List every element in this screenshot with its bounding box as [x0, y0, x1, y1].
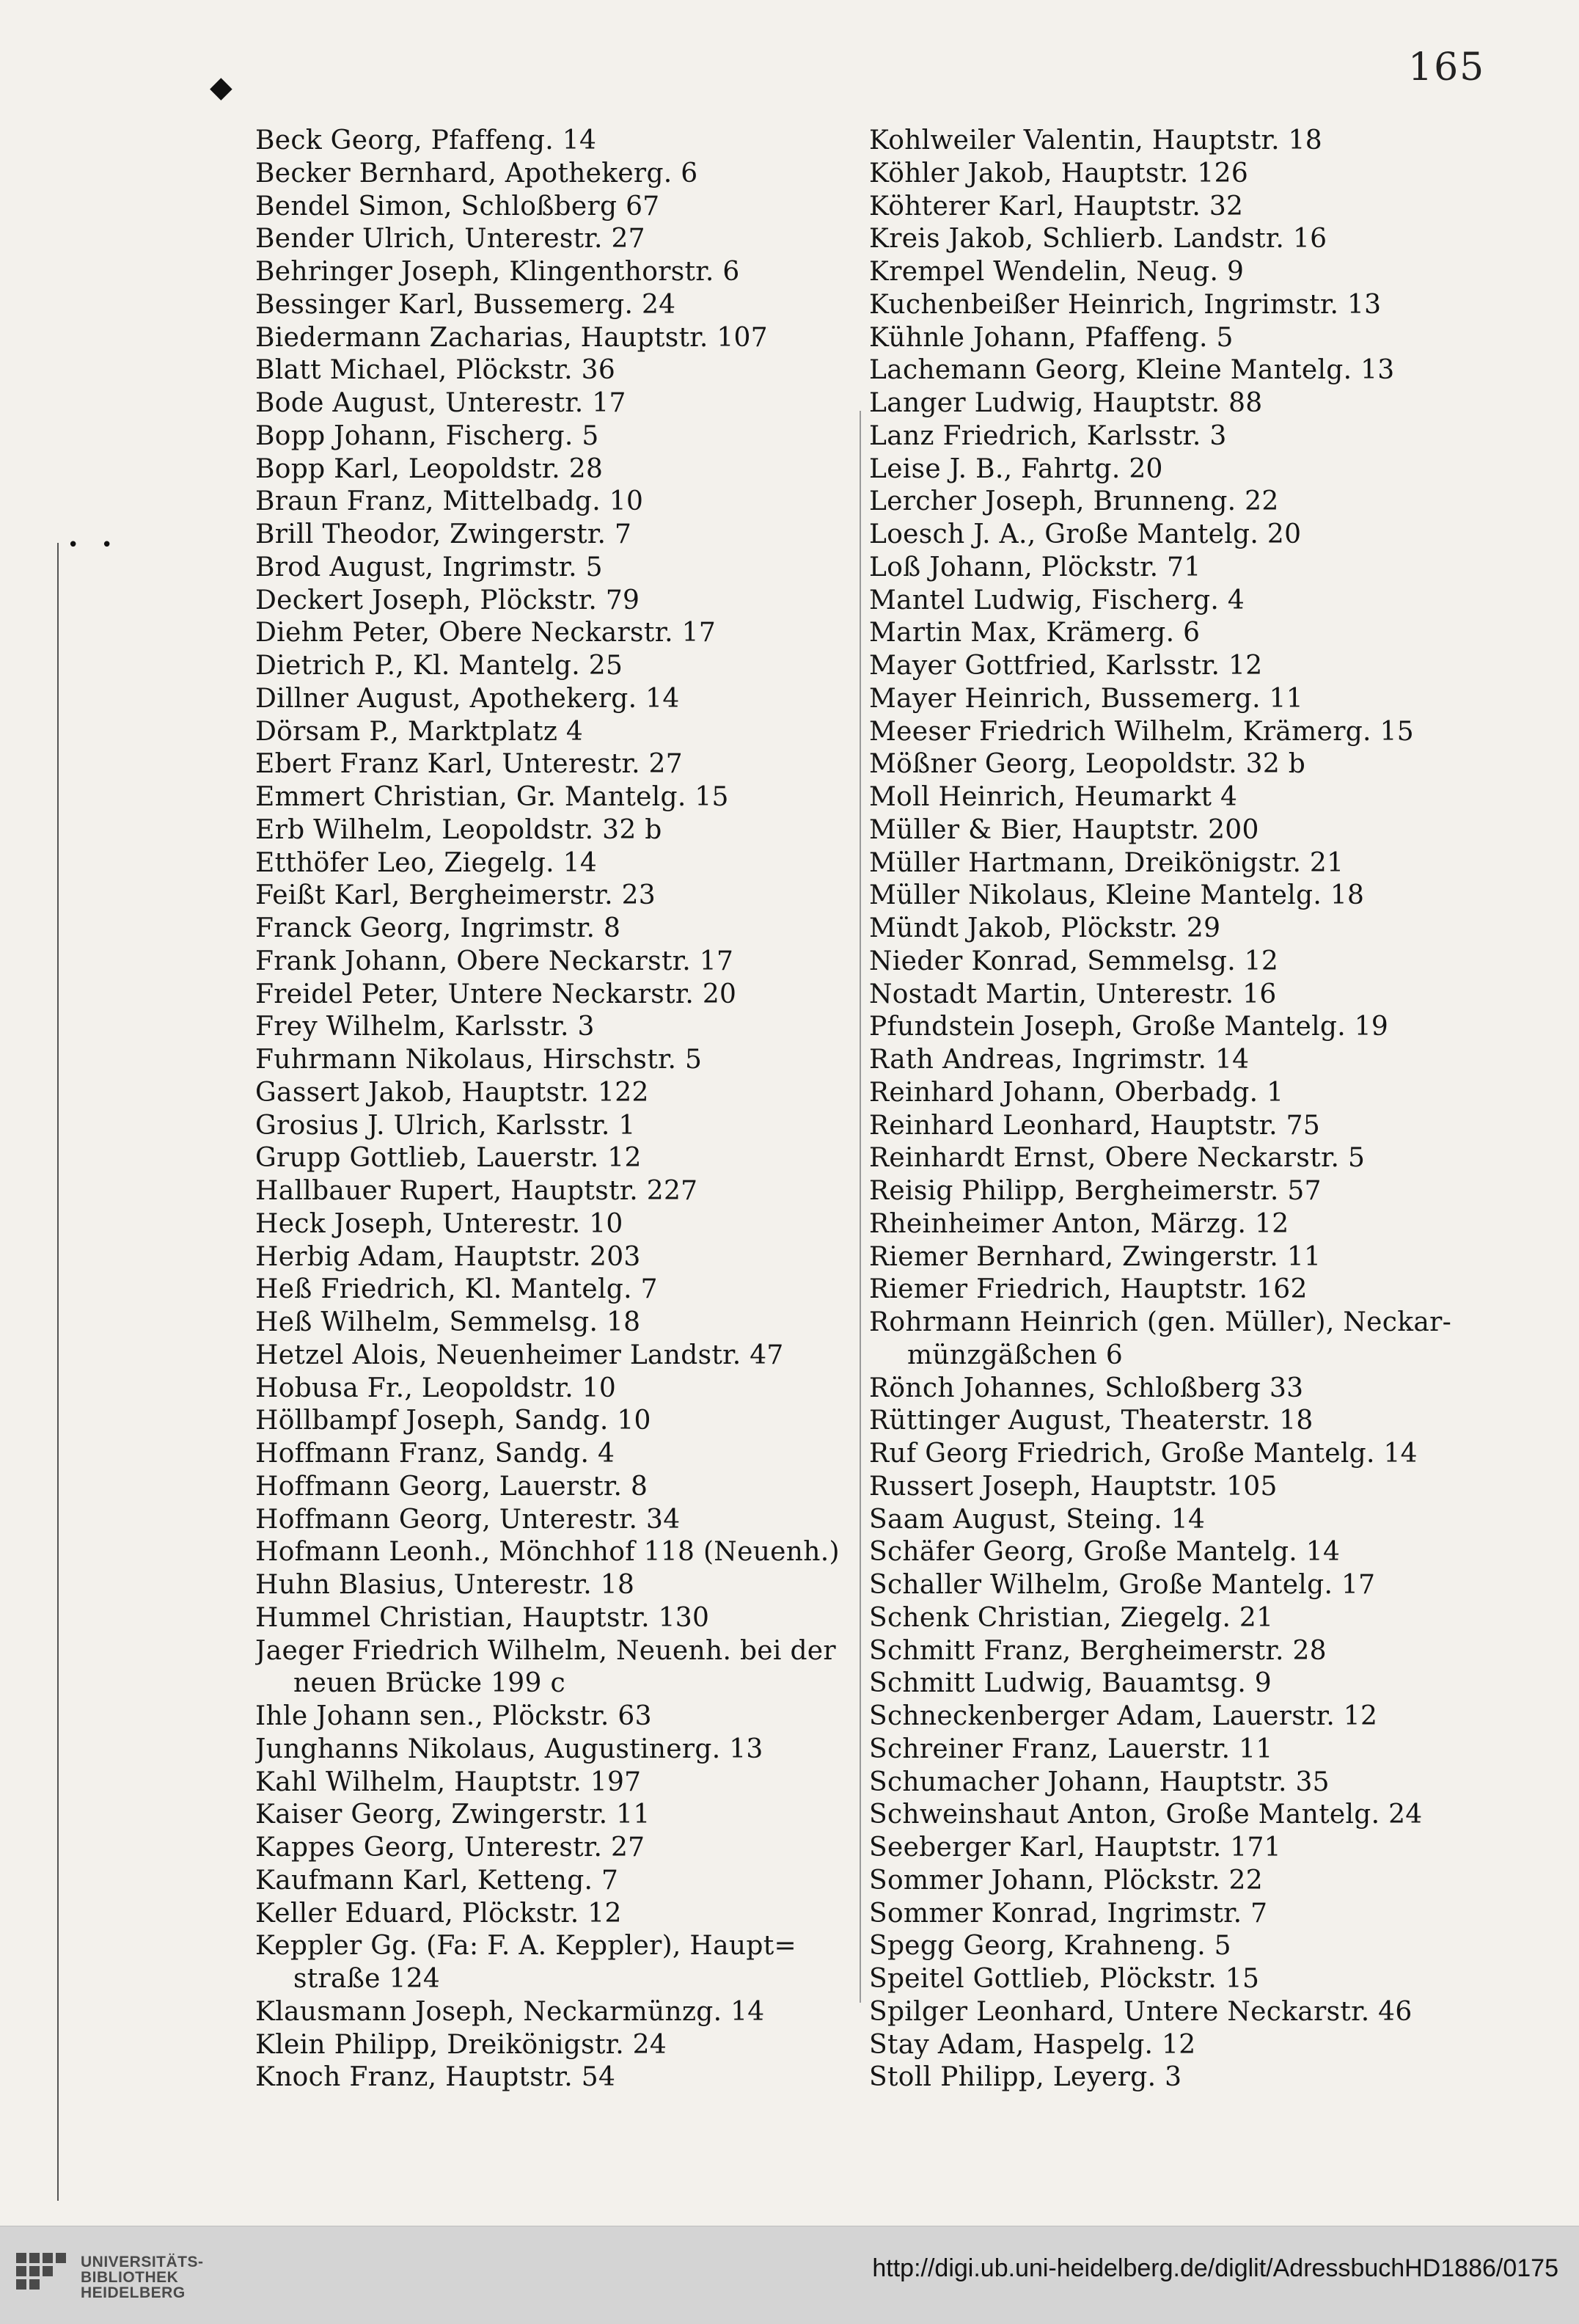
directory-entry: Dörsam P., Marktplatz 4 [255, 716, 584, 747]
directory-entry: Frey Wilhelm, Karlsstr. 3 [255, 1012, 595, 1042]
directory-entry: Spegg Georg, Krahneng. 5 [869, 1931, 1231, 1962]
directory-entry: Blatt Michael, Plöckstr. 36 [255, 355, 616, 386]
directory-entry: Kohlweiler Valentin, Hauptstr. 18 [869, 125, 1322, 156]
directory-entry: Rath Andreas, Ingrimstr. 14 [869, 1045, 1250, 1075]
directory-entry: Riemer Friedrich, Hauptstr. 162 [869, 1274, 1308, 1305]
directory-entry: Keppler Gg. (Fa: F. A. Keppler), Haupt= [255, 1931, 796, 1962]
directory-entry: Heß Friedrich, Kl. Mantelg. 7 [255, 1274, 658, 1305]
directory-entry: Lercher Joseph, Brunneng. 22 [869, 486, 1279, 517]
directory-entry: Ruf Georg Friedrich, Große Mantelg. 14 [869, 1439, 1418, 1469]
logo-line: UNIVERSITÄTS- [81, 2254, 204, 2270]
directory-entry: Hoffmann Georg, Lauerstr. 8 [255, 1471, 648, 1502]
directory-entry: Grosius J. Ulrich, Karlsstr. 1 [255, 1110, 636, 1141]
directory-entry: Brill Theodor, Zwingerstr. 7 [255, 519, 632, 549]
directory-entry: Schmitt Ludwig, Bauamtsg. 9 [869, 1668, 1272, 1699]
directory-entry: Bopp Johann, Fischerg. 5 [255, 420, 599, 451]
directory-entry: Müller & Bier, Hauptstr. 200 [869, 814, 1259, 845]
directory-entry: Reinhard Johann, Oberbadg. 1 [869, 1077, 1284, 1108]
directory-entry: Kuchenbeißer Heinrich, Ingrimstr. 13 [869, 289, 1382, 320]
directory-entry: neuen Brücke 199 c [293, 1668, 565, 1699]
directory-entry: Huhn Blasius, Unterestr. 18 [255, 1570, 635, 1600]
directory-entry: Hobusa Fr., Leopoldstr. 10 [255, 1373, 617, 1403]
directory-entry: Hoffmann Georg, Unterestr. 34 [255, 1504, 681, 1535]
directory-entry: Erb Wilhelm, Leopoldstr. 32 b [255, 814, 662, 845]
directory-entry: Grupp Gottlieb, Lauerstr. 12 [255, 1143, 642, 1174]
directory-entry: Stay Adam, Haspelg. 12 [869, 2029, 1196, 2060]
directory-entry: straße 124 [293, 1964, 441, 1994]
directory-entry: Emmert Christian, Gr. Mantelg. 15 [255, 782, 729, 812]
directory-entry: Sommer Johann, Plöckstr. 22 [869, 1865, 1263, 1896]
directory-entry: Höllbampf Joseph, Sandg. 10 [255, 1406, 651, 1436]
directory-entry: Freidel Peter, Untere Neckarstr. 20 [255, 979, 737, 1009]
directory-entry: Heß Wilhelm, Semmelsg. 18 [255, 1307, 641, 1337]
directory-entry: Nieder Konrad, Semmelsg. 12 [869, 946, 1279, 976]
directory-entry: Franck Georg, Ingrimstr. 8 [255, 913, 621, 943]
directory-entry: Kaiser Georg, Zwingerstr. 11 [255, 1799, 651, 1830]
directory-entry: Knoch Franz, Hauptstr. 54 [255, 2062, 616, 2093]
directory-entry: Reinhardt Ernst, Obere Neckarstr. 5 [869, 1143, 1366, 1174]
directory-entry: Seeberger Karl, Hauptstr. 171 [869, 1832, 1281, 1863]
directory-entry: Rohrmann Heinrich (gen. Müller), Neckar- [869, 1307, 1452, 1337]
directory-entry: Schreiner Franz, Lauerstr. 11 [869, 1733, 1273, 1764]
directory-entry: Rheinheimer Anton, Märzg. 12 [869, 1208, 1289, 1239]
directory-entry: Keller Eduard, Plöckstr. 12 [255, 1898, 622, 1929]
directory-entry: Lanz Friedrich, Karlsstr. 3 [869, 420, 1227, 451]
directory-entry: Schmitt Franz, Bergheimerstr. 28 [869, 1635, 1327, 1666]
directory-entry: Hofmann Leonh., Mönchhof 118 (Neuenh.) [255, 1537, 840, 1568]
directory-entry: Lachemann Georg, Kleine Mantelg. 13 [869, 355, 1395, 386]
directory-entry: Herbig Adam, Hauptstr. 203 [255, 1241, 641, 1272]
footer-bar [0, 2226, 1579, 2324]
directory-entry: Loß Johann, Plöckstr. 71 [869, 552, 1201, 582]
directory-entry: Schweinshaut Anton, Große Mantelg. 24 [869, 1799, 1423, 1830]
directory-entry: Mayer Heinrich, Bussemerg. 11 [869, 683, 1303, 714]
directory-entry: Schäfer Georg, Große Mantelg. 14 [869, 1537, 1341, 1568]
directory-entry: Mayer Gottfried, Karlsstr. 12 [869, 651, 1263, 681]
directory-entry: Schaller Wilhelm, Große Mantelg. 17 [869, 1570, 1376, 1600]
directory-entry: münzgäßchen 6 [907, 1340, 1124, 1370]
directory-entry: Behringer Joseph, Klingenthorstr. 6 [255, 257, 740, 287]
directory-entry: Schenk Christian, Ziegelg. 21 [869, 1602, 1274, 1633]
directory-entry: Bessinger Karl, Bussemerg. 24 [255, 289, 676, 320]
directory-entry: Junghanns Nikolaus, Augustinerg. 13 [255, 1733, 763, 1764]
ink-mark: • [101, 534, 113, 556]
directory-entry: Sommer Konrad, Ingrimstr. 7 [869, 1898, 1268, 1929]
directory-entry: Schneckenberger Adam, Lauerstr. 12 [869, 1701, 1378, 1731]
directory-entry: Becker Bernhard, Apothekerg. 6 [255, 158, 698, 189]
directory-entry: Hetzel Alois, Neuenheimer Landstr. 47 [255, 1340, 784, 1370]
directory-entry: Hallbauer Rupert, Hauptstr. 227 [255, 1176, 698, 1206]
directory-entry: Meeser Friedrich Wilhelm, Krämerg. 15 [869, 716, 1414, 747]
library-logo-text [81, 2254, 204, 2301]
directory-entry: Spilger Leonhard, Untere Neckarstr. 46 [869, 1996, 1413, 2027]
directory-entry: Riemer Bernhard, Zwingerstr. 11 [869, 1241, 1322, 1272]
directory-entry: Dillner August, Apothekerg. 14 [255, 683, 680, 714]
page-number: 165 [1408, 45, 1486, 89]
column-rule [860, 411, 861, 2003]
directory-entry: Brod August, Ingrimstr. 5 [255, 552, 603, 582]
directory-entry: Jaeger Friedrich Wilhelm, Neuenh. bei der [255, 1635, 836, 1666]
directory-entry: Martin Max, Krämerg. 6 [869, 618, 1201, 648]
left-address-column [255, 125, 857, 2094]
directory-entry: Nostadt Martin, Unterestr. 16 [869, 979, 1277, 1009]
logo-line: HEIDELBERG [81, 2284, 186, 2301]
directory-entry: Beck Georg, Pfaffeng. 14 [255, 125, 597, 156]
directory-entry: Ebert Franz Karl, Unterestr. 27 [255, 749, 683, 780]
directory-entry: Diehm Peter, Obere Neckarstr. 17 [255, 618, 717, 648]
directory-entry: Biedermann Zacharias, Hauptstr. 107 [255, 322, 768, 353]
directory-entry: Reinhard Leonhard, Hauptstr. 75 [869, 1110, 1321, 1141]
directory-entry: Klausmann Joseph, Neckarmünzg. 14 [255, 1996, 765, 2027]
directory-entry: Kühnle Johann, Pfaffeng. 5 [869, 322, 1234, 353]
directory-entry: Rönch Johannes, Schloßberg 33 [869, 1373, 1304, 1403]
directory-entry: Mündt Jakob, Plöckstr. 29 [869, 913, 1221, 943]
right-address-column [869, 125, 1478, 2094]
directory-entry: Langer Ludwig, Hauptstr. 88 [869, 388, 1263, 418]
source-url-link[interactable]: http://digi.ub.uni-heidelberg.de/diglit/AdressbuchHD1886/0175 [872, 2254, 1558, 2282]
directory-entry: Müller Hartmann, Dreikönigstr. 21 [869, 847, 1344, 878]
binding-edge-line [57, 543, 59, 2201]
directory-entry: Braun Franz, Mittelbadg. 10 [255, 486, 644, 517]
directory-entry: Kreis Jakob, Schlierb. Landstr. 16 [869, 224, 1327, 255]
directory-entry: Mantel Ludwig, Fischerg. 4 [869, 585, 1245, 615]
directory-entry: Kahl Wilhelm, Hauptstr. 197 [255, 1766, 642, 1797]
directory-entry: Feißt Karl, Bergheimerstr. 23 [255, 880, 656, 911]
ink-mark: • [67, 534, 79, 556]
directory-entry: Leise J. B., Fahrtg. 20 [869, 453, 1163, 484]
directory-entry: Hummel Christian, Hauptstr. 130 [255, 1602, 710, 1633]
ink-mark: ◆ [210, 70, 232, 104]
directory-entry: Dietrich P., Kl. Mantelg. 25 [255, 651, 623, 681]
directory-entry: Schumacher Johann, Hauptstr. 35 [869, 1766, 1330, 1797]
directory-entry: Moll Heinrich, Heumarkt 4 [869, 782, 1238, 812]
directory-entry: Kappes Georg, Unterestr. 27 [255, 1832, 645, 1863]
directory-entry: Heck Joseph, Unterestr. 10 [255, 1208, 623, 1239]
directory-entry: Krempel Wendelin, Neug. 9 [869, 257, 1245, 287]
directory-entry: Klein Philipp, Dreikönigstr. 24 [255, 2029, 667, 2060]
directory-entry: Russert Joseph, Hauptstr. 105 [869, 1471, 1278, 1502]
directory-entry: Bopp Karl, Leopoldstr. 28 [255, 453, 604, 484]
directory-entry: Köhler Jakob, Hauptstr. 126 [869, 158, 1249, 189]
directory-entry: Bendel Simon, Schloßberg 67 [255, 191, 660, 222]
logo-line: BIBLIOTHEK [81, 2269, 179, 2286]
directory-entry: Kaufmann Karl, Ketteng. 7 [255, 1865, 619, 1896]
directory-entry: Etthöfer Leo, Ziegelg. 14 [255, 847, 598, 878]
directory-entry: Bender Ulrich, Unterestr. 27 [255, 224, 645, 255]
directory-entry: Müller Nikolaus, Kleine Mantelg. 18 [869, 880, 1365, 911]
directory-entry: Saam August, Steing. 14 [869, 1504, 1206, 1535]
directory-entry: Hoffmann Franz, Sandg. 4 [255, 1439, 615, 1469]
directory-entry: Bode August, Unterestr. 17 [255, 388, 626, 418]
directory-entry: Frank Johann, Obere Neckarstr. 17 [255, 946, 734, 976]
directory-entry: Rüttinger August, Theaterstr. 18 [869, 1406, 1314, 1436]
directory-entry: Stoll Philipp, Leyerg. 3 [869, 2062, 1182, 2093]
directory-entry: Mößner Georg, Leopoldstr. 32 b [869, 749, 1306, 780]
directory-entry: Gassert Jakob, Hauptstr. 122 [255, 1077, 649, 1108]
directory-entry: Fuhrmann Nikolaus, Hirschstr. 5 [255, 1045, 703, 1075]
university-library-logo-icon [16, 2253, 67, 2298]
directory-entry: Deckert Joseph, Plöckstr. 79 [255, 585, 640, 615]
directory-entry: Reisig Philipp, Bergheimerstr. 57 [869, 1176, 1322, 1206]
directory-entry: Ihle Johann sen., Plöckstr. 63 [255, 1701, 652, 1731]
directory-entry: Speitel Gottlieb, Plöckstr. 15 [869, 1964, 1260, 1994]
directory-entry: Loesch J. A., Große Mantelg. 20 [869, 519, 1302, 549]
directory-entry: Pfundstein Joseph, Große Mantelg. 19 [869, 1012, 1389, 1042]
directory-entry: Köhterer Karl, Hauptstr. 32 [869, 191, 1244, 222]
